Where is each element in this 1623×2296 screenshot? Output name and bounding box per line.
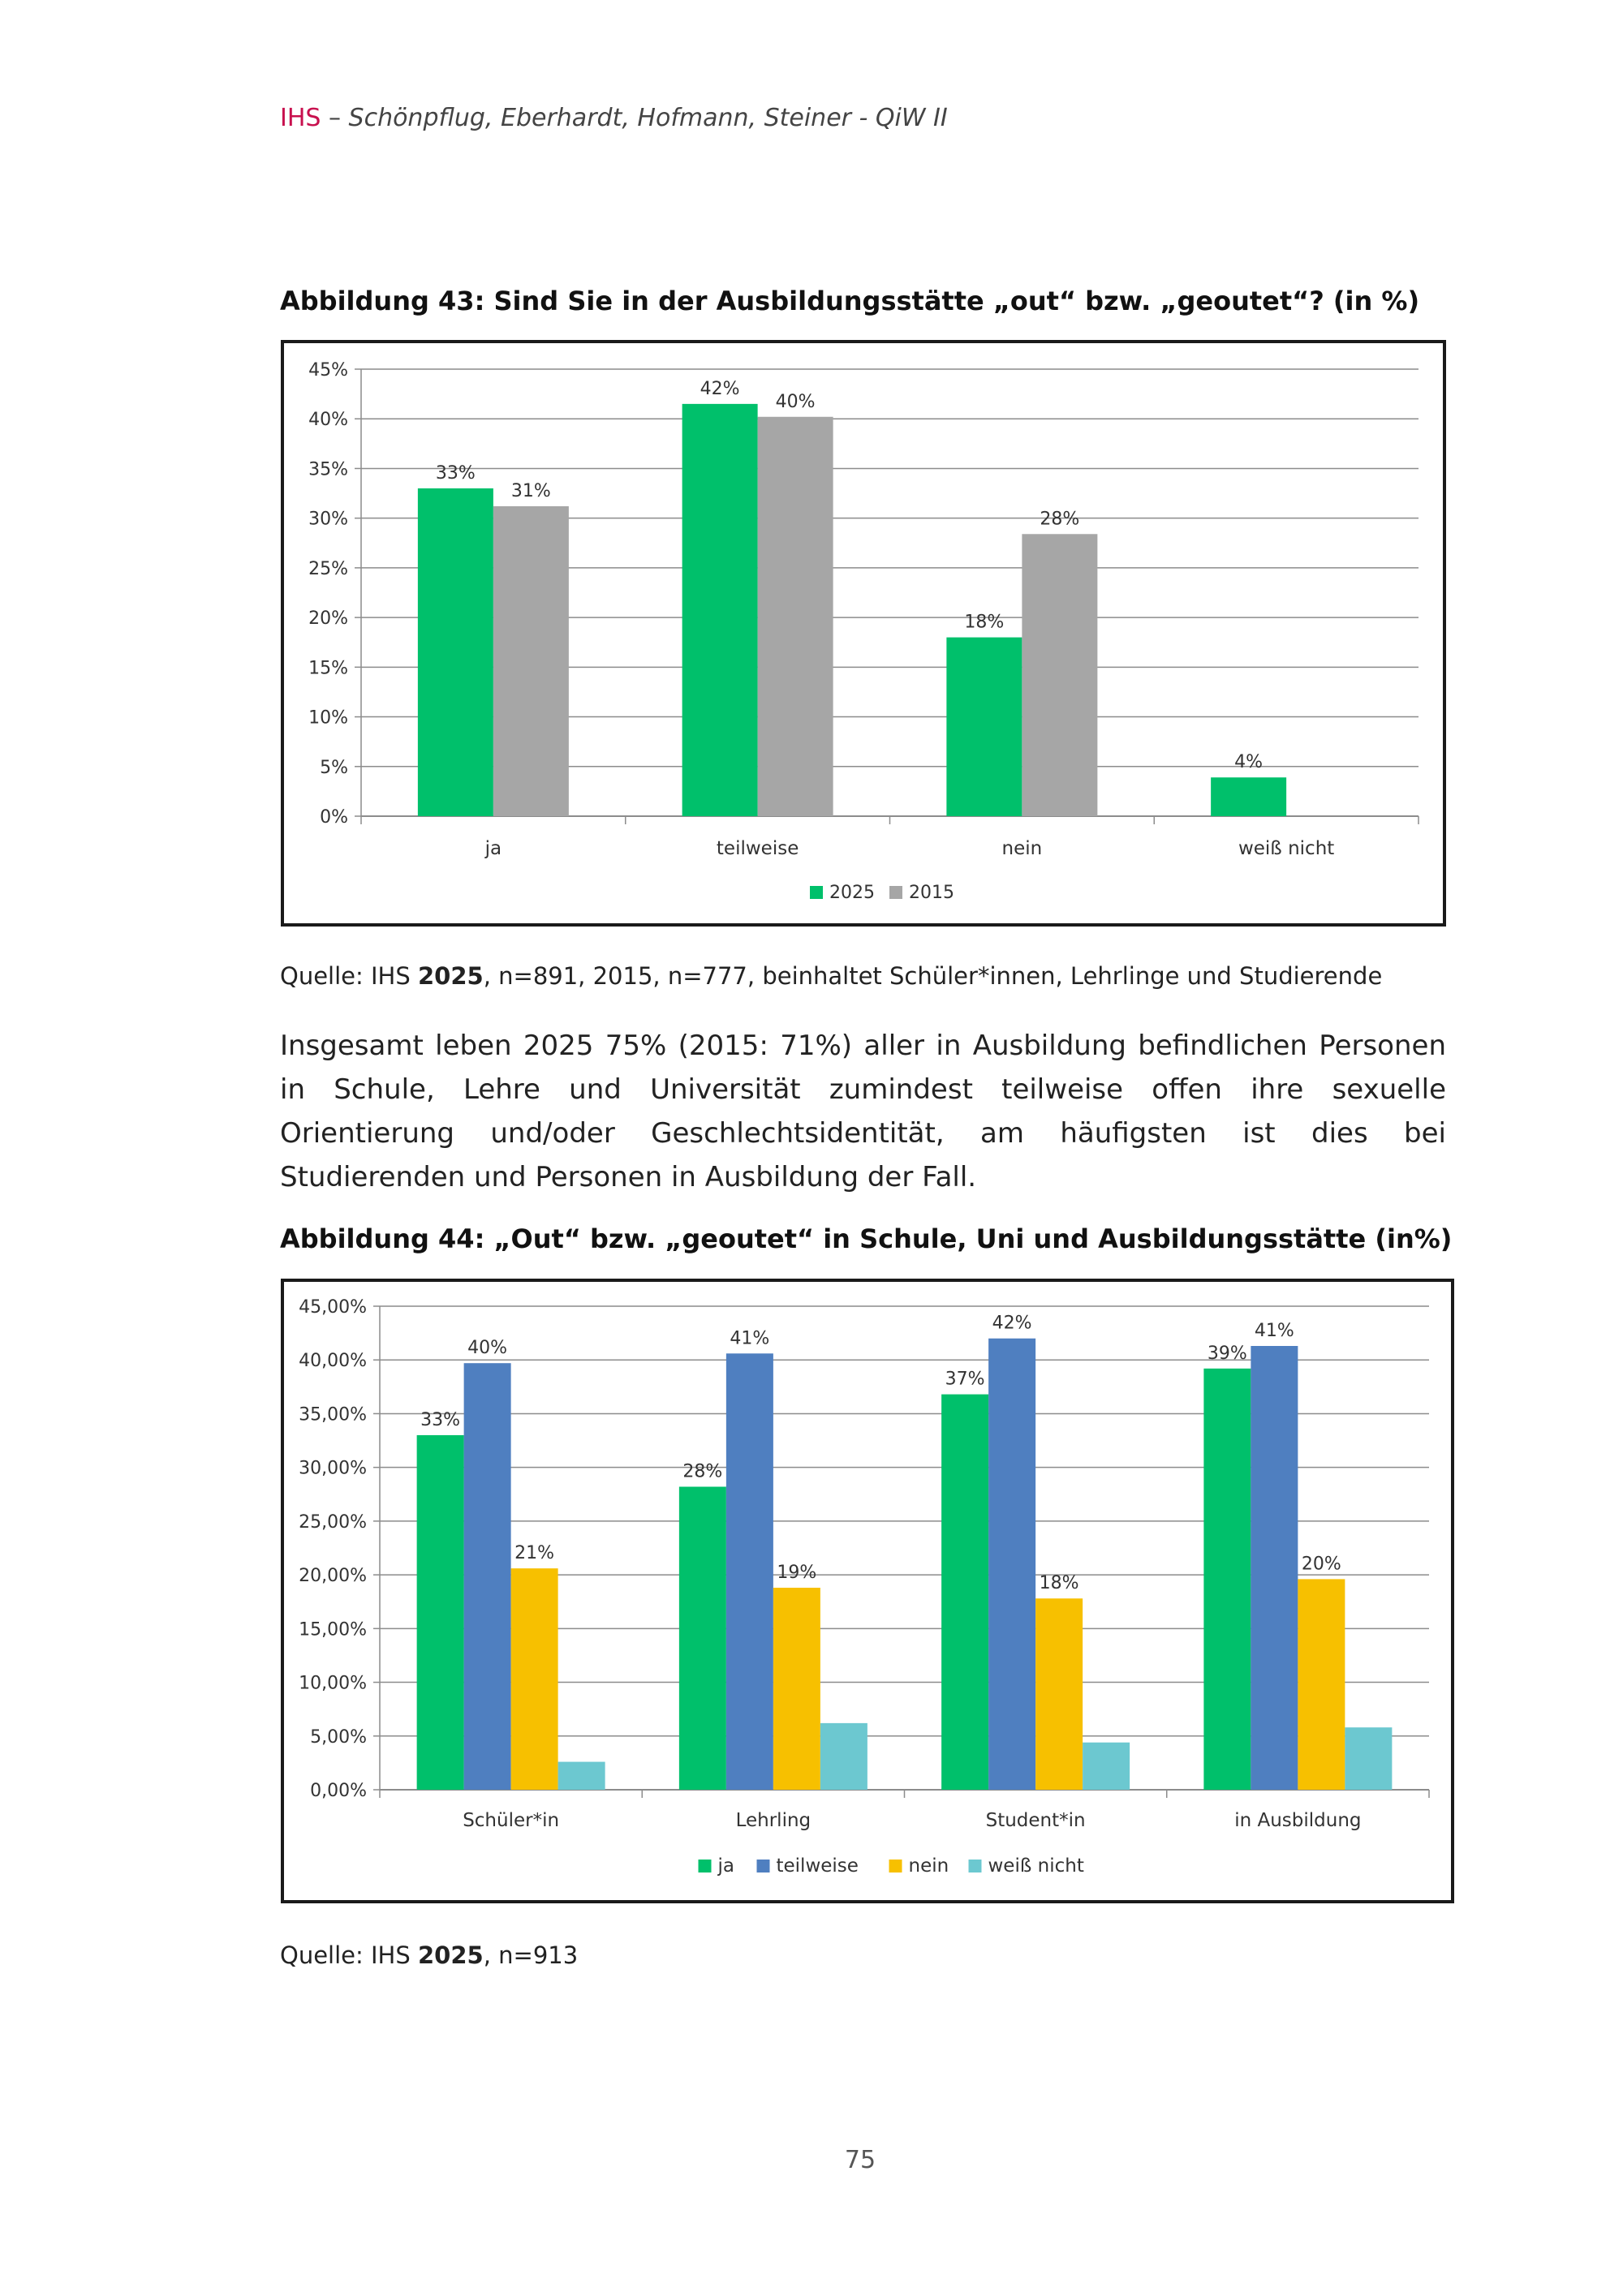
bar-weiß-nicht: [820, 1723, 867, 1790]
x-category-label: Lehrling: [735, 1810, 812, 1831]
y-tick-label: 40%: [308, 410, 348, 431]
legend-label: 2015: [909, 883, 954, 903]
source-prefix: Quelle: IHS: [280, 962, 418, 990]
data-label: 28%: [682, 1461, 723, 1482]
data-label: 37%: [945, 1369, 985, 1390]
bar-nein: [1035, 1598, 1083, 1790]
y-tick-label: 5,00%: [310, 1726, 367, 1748]
bar-2015: [493, 506, 569, 816]
figure-44-svg: [284, 1282, 1451, 1900]
y-tick-label: 0,00%: [310, 1781, 367, 1801]
x-category-label: teilweise: [716, 838, 799, 859]
y-tick-label: 45%: [308, 360, 348, 381]
bar-teilweise: [464, 1363, 511, 1790]
data-label: 40%: [775, 391, 816, 412]
y-tick-label: 25,00%: [299, 1511, 367, 1533]
legend-swatch: [699, 1860, 712, 1872]
x-category-label: Schüler*in: [463, 1810, 560, 1831]
legend-label: nein: [908, 1855, 949, 1877]
bar-2025: [1211, 777, 1286, 816]
data-label: 18%: [964, 612, 1005, 633]
legend-label: ja: [717, 1855, 734, 1877]
bar-weiß-nicht: [1083, 1743, 1130, 1790]
bar-teilweise: [1251, 1346, 1298, 1790]
bar-2015: [758, 417, 833, 816]
y-tick-label: 20,00%: [299, 1566, 367, 1587]
bar-ja: [1203, 1369, 1251, 1790]
y-tick-label: 15%: [308, 658, 348, 679]
figure-43-chart: [281, 340, 1446, 927]
page-number: 75: [844, 2146, 876, 2174]
bar-teilweise: [988, 1339, 1035, 1790]
source-year: 2025: [417, 1941, 484, 1969]
y-tick-label: 10%: [308, 707, 348, 729]
data-label: 41%: [1254, 1321, 1294, 1342]
bar-teilweise: [726, 1353, 773, 1790]
bar-2025: [946, 638, 1022, 816]
data-label: 28%: [1040, 509, 1080, 530]
y-tick-label: 35%: [308, 459, 348, 480]
legend-swatch: [889, 886, 902, 899]
source-suffix: , n=891, 2015, n=777, beinhaltet Schüler*innen, Lehrlinge und Studierende: [483, 962, 1383, 990]
bar-ja: [679, 1487, 726, 1790]
bar-ja: [941, 1395, 988, 1790]
legend-label: weiß nicht: [988, 1855, 1084, 1877]
data-label: 41%: [730, 1328, 770, 1349]
header-authors: Schönpflug, Eberhardt, Hofmann, Steiner - QiW II: [348, 104, 948, 132]
bar-2025: [682, 404, 758, 816]
data-label: 42%: [700, 378, 740, 399]
data-label: 39%: [1207, 1343, 1247, 1364]
bar-ja: [417, 1435, 464, 1790]
legend: [699, 1855, 1084, 1877]
legend-swatch: [969, 1860, 982, 1872]
data-label: 19%: [777, 1563, 817, 1584]
x-category-label: in Ausbildung: [1234, 1810, 1362, 1831]
data-label: 18%: [1039, 1573, 1079, 1594]
y-tick-label: 35,00%: [299, 1404, 367, 1425]
figure-44-source: [280, 1941, 578, 1969]
figure-43-svg: [284, 343, 1443, 923]
figure-43-source: [280, 962, 1382, 990]
data-label: 4%: [1234, 752, 1264, 773]
legend-label: teilweise: [776, 1855, 859, 1877]
x-category-label: weiß nicht: [1238, 838, 1335, 859]
source-prefix: Quelle: IHS: [280, 1941, 418, 1969]
legend-label: 2025: [829, 883, 875, 903]
data-label: 20%: [1301, 1554, 1341, 1575]
y-tick-label: 25%: [308, 558, 348, 579]
body-paragraph: Insgesamt leben 2025 75% (2015: 71%) aller in Ausbildung befindlichen Personen in Schule, Lehre und Universität zumindest teilweise offen ihre sexuelle Orientierung und/oder Geschlechtsidentität, am häufigsten ist dies bei Studierenden und Personen in Ausbildung der Fall.: [280, 1030, 1446, 1193]
x-category-label: nein: [1001, 838, 1043, 859]
y-tick-label: 10,00%: [299, 1673, 367, 1694]
x-category-label: ja: [484, 838, 502, 859]
page-header: [280, 104, 948, 132]
bar-2015: [1022, 534, 1097, 816]
bar-weiß-nicht: [1345, 1727, 1392, 1790]
x-category-label: Student*in: [985, 1810, 1086, 1831]
bar-nein: [1298, 1579, 1345, 1790]
source-year: 2025: [417, 962, 484, 990]
bar-weiß-nicht: [558, 1762, 605, 1790]
data-label: 33%: [435, 462, 476, 484]
data-label: 33%: [420, 1409, 461, 1430]
data-label: 31%: [510, 480, 551, 501]
legend-swatch: [889, 1860, 902, 1872]
y-tick-label: 45,00%: [299, 1297, 367, 1318]
bar-nein: [511, 1568, 558, 1790]
y-tick-label: 15,00%: [299, 1619, 367, 1640]
y-tick-label: 20%: [308, 608, 348, 630]
source-suffix: , n=913: [483, 1941, 579, 1969]
bar-nein: [773, 1588, 820, 1790]
figure-44-chart: [281, 1279, 1454, 1903]
y-tick-label: 5%: [320, 757, 348, 778]
header-brand: IHS: [280, 104, 321, 132]
header-separator: –: [321, 104, 349, 132]
y-tick-label: 0%: [320, 807, 348, 828]
legend: [810, 883, 954, 903]
y-tick-label: 40,00%: [299, 1351, 367, 1372]
legend-swatch: [757, 1860, 770, 1872]
y-tick-label: 30%: [308, 509, 348, 530]
y-tick-label: 30,00%: [299, 1458, 367, 1479]
legend-swatch: [810, 886, 823, 899]
data-label: 21%: [514, 1543, 555, 1564]
figure-44-title: Abbildung 44: „Out“ bzw. „geoutet“ in Schule, Uni und Ausbildungsstätte (in%): [280, 1223, 1453, 1254]
bar-2025: [418, 488, 493, 816]
figure-43-title: Abbildung 43: Sind Sie in der Ausbildungsstätte „out“ bzw. „geoutet“? (in %): [280, 286, 1420, 316]
data-label: 40%: [467, 1338, 508, 1359]
data-label: 42%: [992, 1313, 1032, 1334]
